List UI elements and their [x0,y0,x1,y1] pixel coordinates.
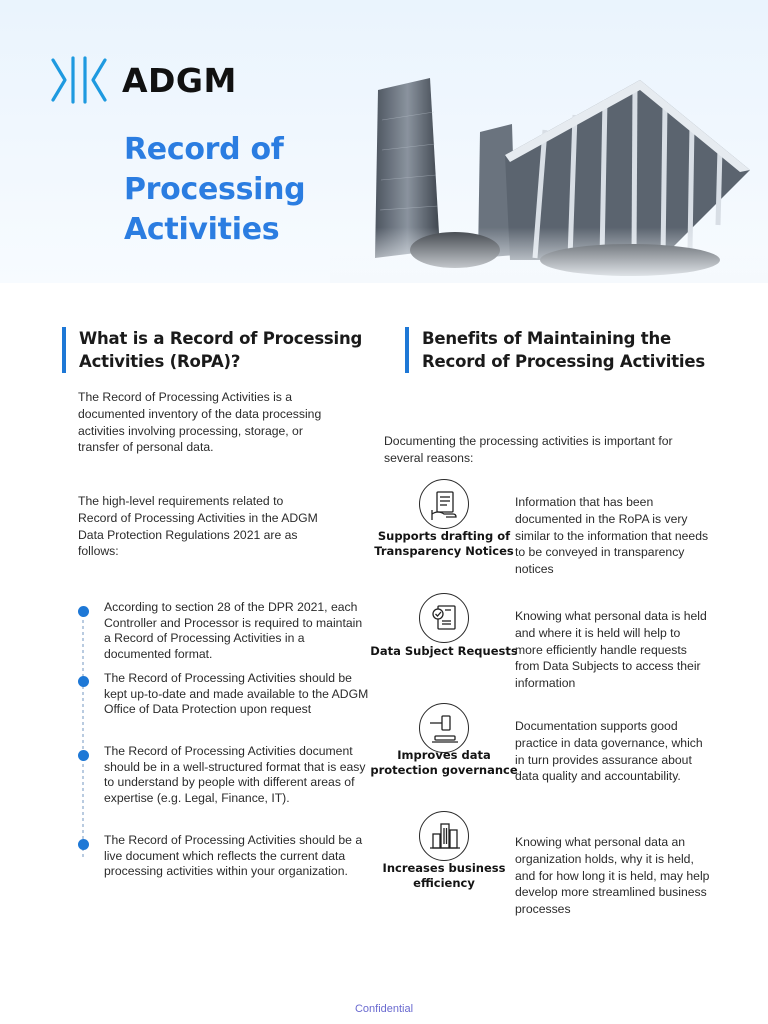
list-item: The Record of Processing Activities should be kept up-to-date and made available to the ADGM Office of Data Protection upon request [104,671,369,716]
bullet-timeline [82,608,84,858]
list-item: The Record of Processing Activities should be a live document which reflects the current data processing activities within your organization. [104,833,363,878]
benefit-desc-governance: Documentation supports good practice in data governance, which in turn provides assurance about data quality and accountability. [515,719,703,784]
confidential-footer: Confidential [354,1003,414,1015]
benefit-desc-dsr: Knowing what personal data is held and where it is held will help to more efficiently handle requests from Data Subjects to access their information [515,609,707,691]
ropa-definition-text: The Record of Processing Activities is a documented inventory of the data processing activities involving processing, storage, or transfer of personal data. [78,390,322,455]
benefit-label-governance: Improves data protection governance [370,748,518,777]
list-item: According to section 28 of the DPR 2021, each Controller and Processor is required to maintain a Record of Processing Activities in a documented format. [104,600,363,661]
bullet-dot [78,606,89,617]
office-buildings-icon [419,811,469,861]
header-banner [0,0,768,283]
list-item: The Record of Processing Activities document should be in a well-structured format that is easy to understand by people with different areas of expertise (e.g. Legal, Finance, IT). [104,744,366,805]
page-title: Record of Processing Activities [124,132,306,247]
checklist-request-icon [419,593,469,643]
ropa-heading: What is a Record of Processing Activities (RoPA)? [62,327,372,373]
benefit-label-transparency: Supports drafting of Transparency Notices [374,529,514,558]
adgm-logo-text: ADGM [122,60,237,100]
benefit-label-efficiency: Increases business efficiency [382,861,506,890]
bullet-dot [78,839,89,850]
benefit-label-dsr: Data Subject Requests [370,644,518,658]
requirements-intro-text: The high-level requirements related to Record of Processing Activities in the ADGM Data Protection Regulations 2021 are as follows: [78,494,318,559]
adgm-chevrons-icon [50,52,108,108]
document-hand-icon [419,479,469,529]
gavel-icon [419,703,469,753]
bullet-dot [78,750,89,761]
adgm-logo [50,52,237,108]
bullet-dot [78,676,89,687]
building-photo [330,60,768,283]
benefits-intro-text: Documenting the processing activities is important for several reasons: [384,434,673,465]
benefits-heading: Benefits of Maintaining the Record of Processing Activities [405,327,735,373]
benefit-desc-efficiency: Knowing what personal data an organization holds, why it is held, and for how long it is held, may help develop more streamlined business processes [515,835,710,917]
benefit-desc-transparency: Information that has been documented in the RoPA is very similar to the information that needs to be conveyed in transparency notices [515,495,709,577]
